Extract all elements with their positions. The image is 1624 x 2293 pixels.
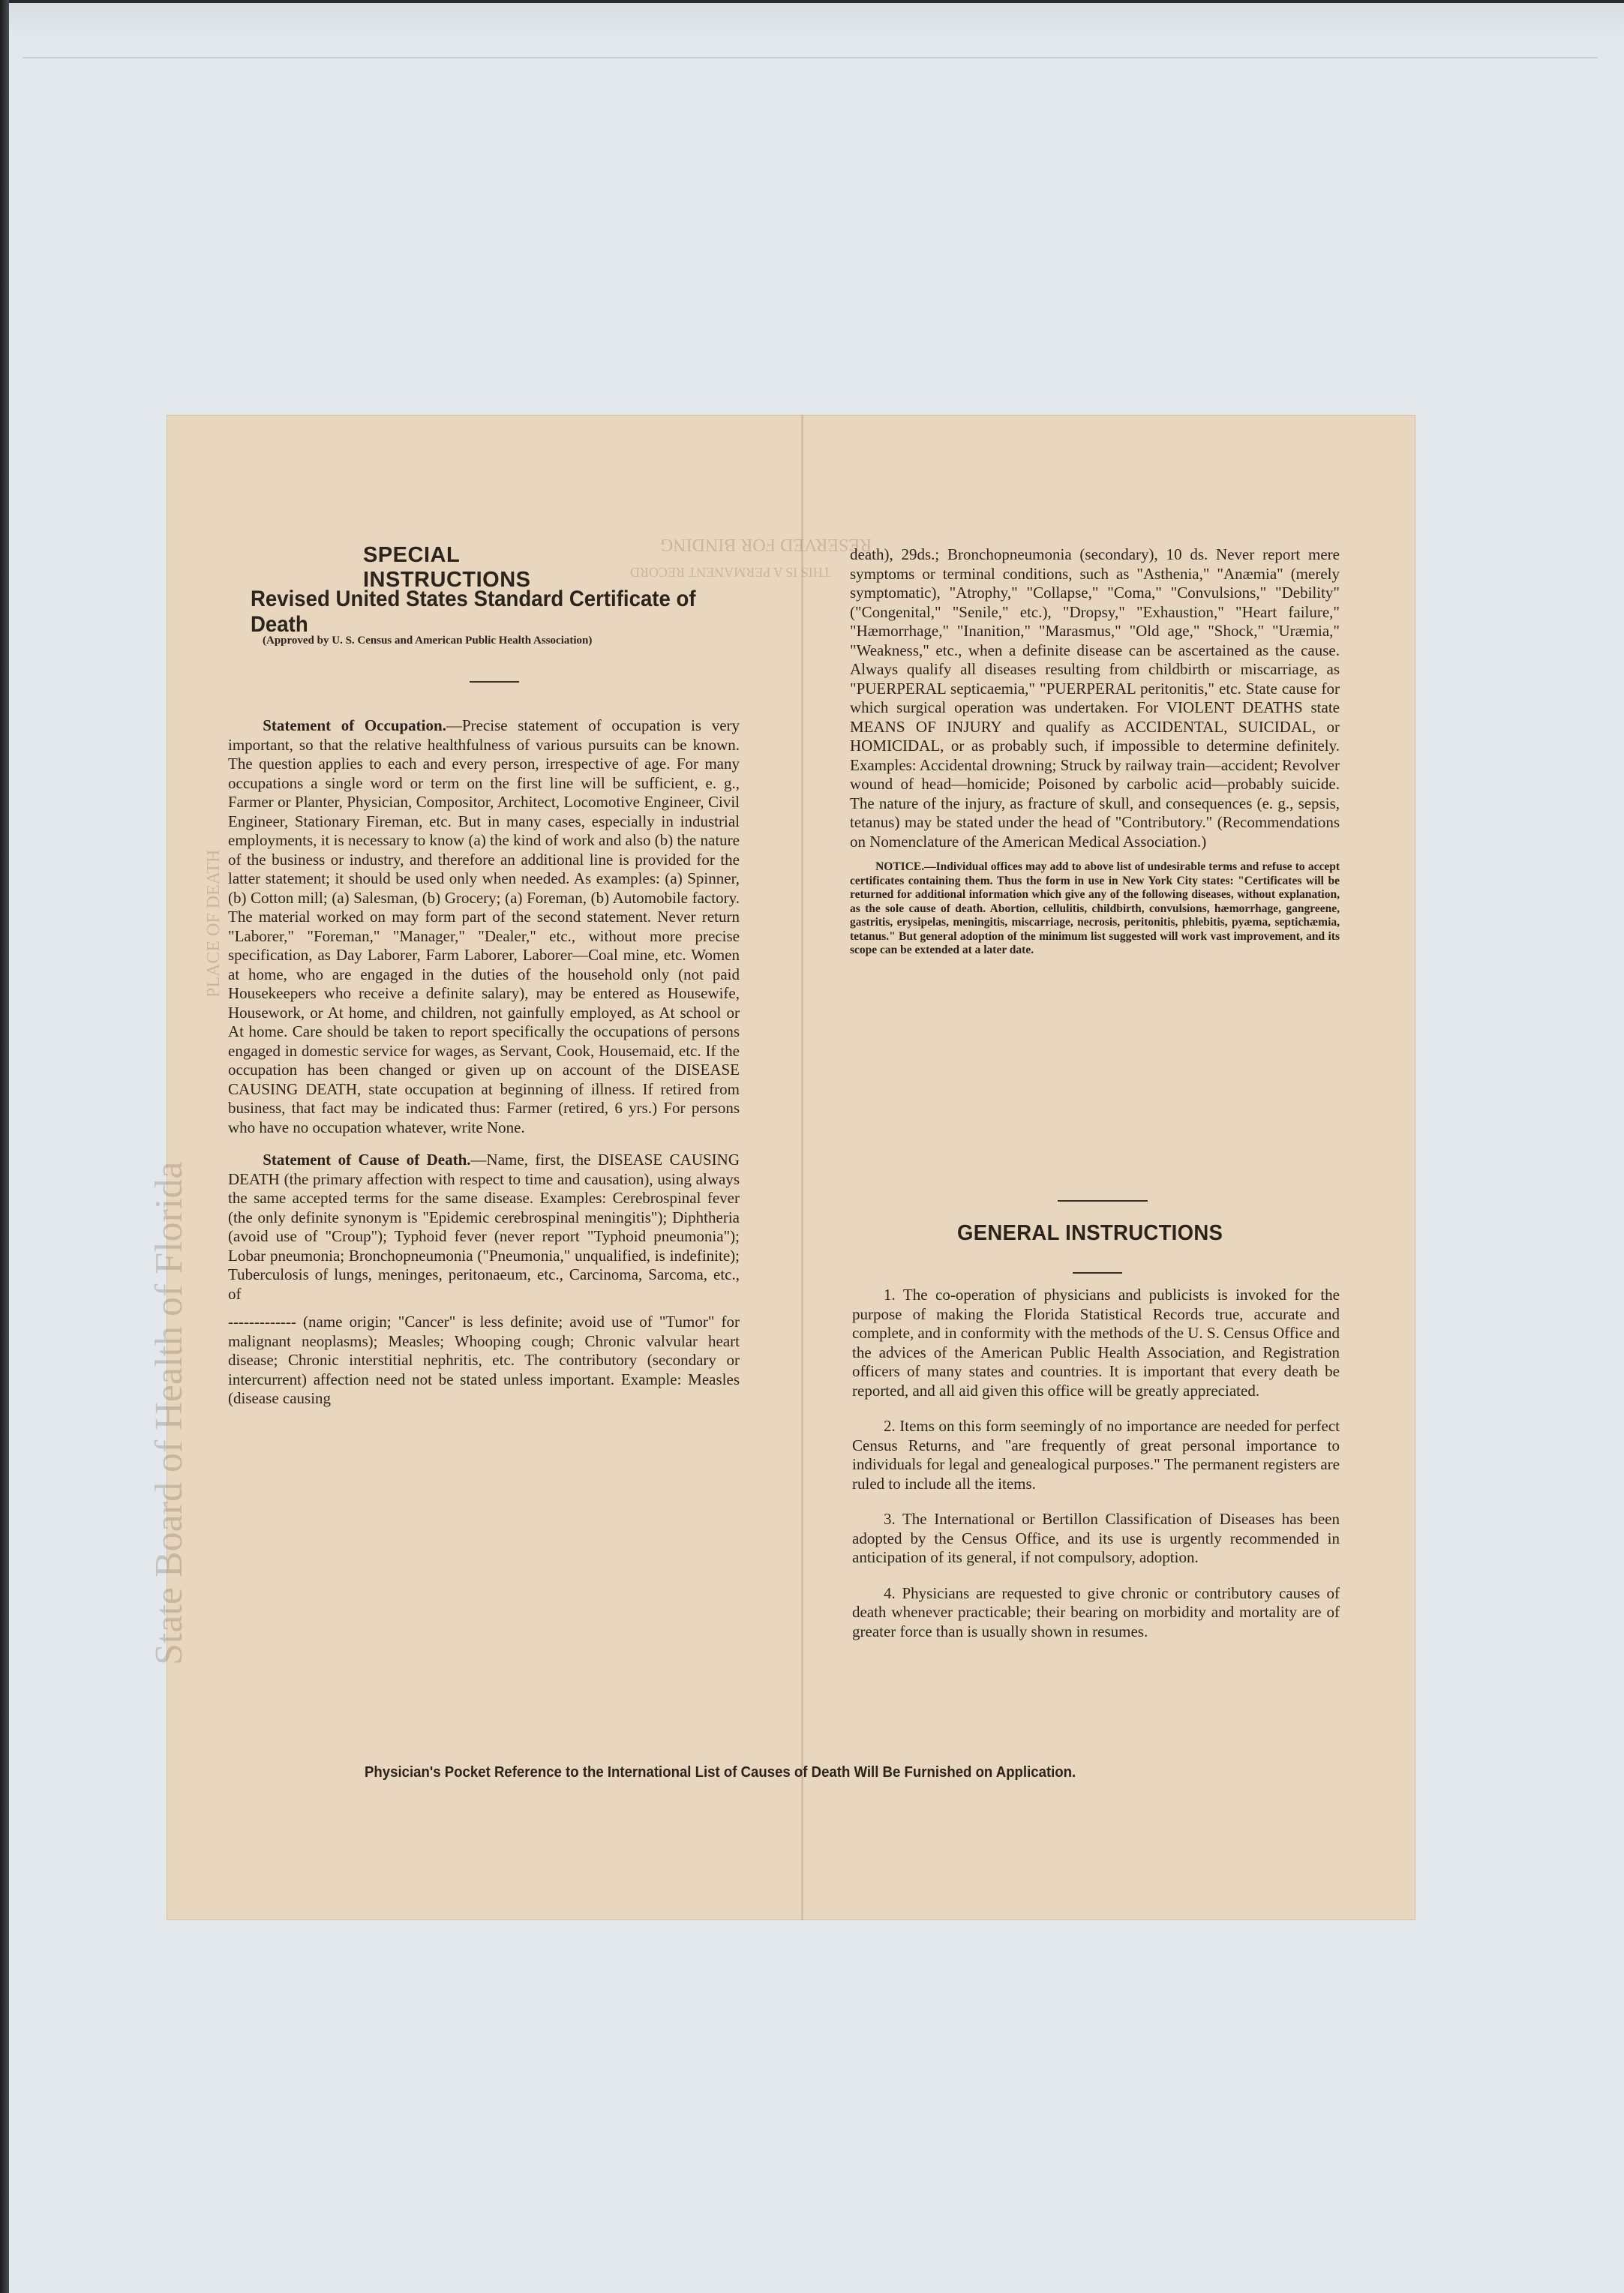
title-rule bbox=[470, 681, 519, 683]
scan-edge-left bbox=[0, 0, 9, 2293]
cause-text-c: death), 29ds.; Bronchopneumonia (secondary), 10 ds. Never report mere symptoms or terminal conditions, such as "Asthenia," "Anæmia" (merely symptomatic), "Atrophy," "Collapse," "Coma," "Convulsions," "Debility" ("Congenital," "Senile," etc.), "Dropsy," "Exhaustion," "Heart failure," "Hæmorrhage," "Inanition," "Marasmus," "Old age," "Shock," "Uræmia," "Weakness," etc., when a definite disease can be ascertained as the cause. Always qualify all diseases resulting from childbirth or miscarriage, as "PUERPERAL septicaemia," "PUERPERAL peritonitis," etc. State cause for which surgical operation was undertaken. For VIOLENT DEATHS state MEANS OF INJURY and qualify as ACCIDENTAL, SUICIDAL, or HOMICIDAL, or as probably such, if impossible to determine definitely. Examples: Accidental drowning; Struck by railway train—accident; Revolver wound of head—homicide; Poisoned by carbolic acid—probably suicide. The nature of the injury, as fracture of skull, and consequences (e. g., sepsis, tetanus) may be stated under the head of "Contributory." (Recommendations on Nomenclature of the American Medical Association.) bbox=[850, 545, 1340, 851]
scan-edge-top bbox=[0, 0, 1624, 36]
cause-paragraph-right bbox=[850, 545, 1340, 851]
bleed-through-vertical-top: PLACE OF DEATH bbox=[204, 849, 224, 998]
general-item: 4. Physicians are requested to give chronic or contributory causes of death whenever practicable; their bearing on morbidity and mortality are of greater force than is usually shown in resumes. bbox=[852, 1583, 1340, 1640]
general-item: 3. The International or Bertillon Classification of Diseases has been adopted by the Census Office, and its use is urgently recommended in anticipation of its general, if not compulsory, adoption. bbox=[852, 1510, 1340, 1566]
cause-heading: Statement of Cause of Death. bbox=[263, 1151, 471, 1169]
cause-paragraph-cont bbox=[228, 1313, 740, 1409]
cause-text-a: —Name, first, the DISEASE CAUSING DEATH (the primary affection with respect to time and causation), using always the same accepted terms for the same disease. Examples: Cerebrospinal fever (the only definite synonym is "Epidemic cerebrospinal meningitis"); Diphtheria (avoid use of "Croup"); Typhoid fever (never report "Typhoid pneumonia"); Lobar pneumonia; Bronchopneumonia ("Pneumonia," unqualified, is indefinite); Tuberculosis of lungs, meninges, peritonaeum, etc., Carcinoma, Sarcoma, etc., of bbox=[228, 1151, 740, 1303]
footer-note: Physician's Pocket Reference to the International List of Causes of Death Will Be Furnished on Application. bbox=[365, 1764, 1076, 1781]
left-column bbox=[228, 716, 740, 1418]
general-rule bbox=[1073, 1272, 1122, 1274]
right-column bbox=[850, 545, 1340, 967]
cause-paragraph bbox=[228, 1151, 740, 1304]
general-item: 1. The co-operation of physicians and publicists is invoked for the purpose of making the Florida Statistical Records true, accurate and complete, and in conformity with the methods of the U. S. Census Office and the advices of the American Public Health Association, and Registration officers of many states and countries. It is important that every death be reported, and all aid given this office will be greatly appreciated. bbox=[852, 1286, 1340, 1400]
general-item: 2. Items on this form seemingly of no importance are needed for perfect Census Returns, and "are frequently of great personal importance to individuals for legal and genealogical purposes." The permanent registers are ruled to include all the items. bbox=[852, 1417, 1340, 1493]
general-instructions-list bbox=[852, 1286, 1340, 1658]
notice-paragraph: NOTICE.—Individual offices may add to above list of undesirable terms and refuse to accept certificates containing them. Thus the form in use in New York City states: "Certificates will be returned for additional information which give any of the following diseases, without explanation, as the sole cause of death. Abortion, cellulitis, childbirth, convulsions, hæmorrhage, gangreene, gastritis, erysipelas, meningitis, miscarriage, necrosis, peritonitis, phlebitis, pyæma, septichæmia, tetanus." But general adoption of the minimum list suggested will work vast improvement, and its scope can be extended at a later date. bbox=[850, 860, 1340, 956]
occupation-paragraph bbox=[228, 716, 740, 1137]
bleed-through-top-2: THIS IS A PERMANENT RECORD bbox=[630, 565, 831, 580]
paper-fold bbox=[801, 415, 803, 1920]
general-instructions-title: GENERAL INSTRUCTIONS bbox=[957, 1221, 1223, 1245]
bleed-through-top: RESERVED FOR BINDING bbox=[660, 535, 872, 554]
occupation-text: —Precise statement of occupation is very important, so that the relative healthfulness of various pursuits can be known. The question applies to each and every person, irrespective of age. For many occupations a single word or term on the first line will be sufficient, e. g., Farmer or Planter, Physician, Compositor, Architect, Locomotive Engineer, Civil Engineer, Stationary Fireman, etc. But in many cases, especially in industrial employments, it is necessary to know (a) the kind of work and also (b) the nature of the business or industry, and therefore an additional line is provided for the latter statement; it should be used only when needed. As examples: (a) Spinner, (b) Cotton mill; (a) Salesman, (b) Grocery; (a) Foreman, (b) Automobile factory. The material worked on may form part of the second statement. Never return "Laborer," "Foreman," "Manager," "Dealer," etc., without more precise specification, as Day Laborer, Farm Laborer, Laborer—Coal mine, etc. Women at home, who are engaged in the duties of the household only (not paid Housekeepers who receive a definite salary), may be entered as Housewife, Housework, or At home, and children, not gainfully employed, as At school or At home. Care should be taken to report specifically the occupations of persons engaged in domestic service for wages, as Servant, Cook, Housemaid, etc. If the occupation has been changed or given up on account of the DISEASE CAUSING DEATH, state occupation at beginning of illness. If retired from business, that fact may be indicated thus: Farmer (retired, 6 yrs.) For persons who have no occupation whatever, write None. bbox=[228, 716, 740, 1136]
cause-text-b: ------------- (name origin; "Cancer" is less definite; avoid use of "Tumor" for malignant neoplasms); Measles; Whooping cough; Chronic valvular heart disease; Chronic interstitial nephritis, etc. The contributory (secondary or intercurrent) affection need not be stated unless important. Example: Measles (disease causing bbox=[228, 1313, 740, 1407]
special-instructions-title: SPECIAL INSTRUCTIONS bbox=[363, 543, 531, 592]
bleed-through-vertical: State Board of Health of Florida bbox=[148, 1161, 191, 1665]
occupation-heading: Statement of Occupation. bbox=[263, 716, 446, 734]
certificate-subtitle: Revised United States Standard Certificate of Death bbox=[251, 587, 696, 637]
approval-note: (Approved by U. S. Census and American Public Health Association) bbox=[263, 635, 593, 647]
scan-line bbox=[23, 57, 1598, 59]
notice-rule bbox=[1058, 1200, 1148, 1202]
